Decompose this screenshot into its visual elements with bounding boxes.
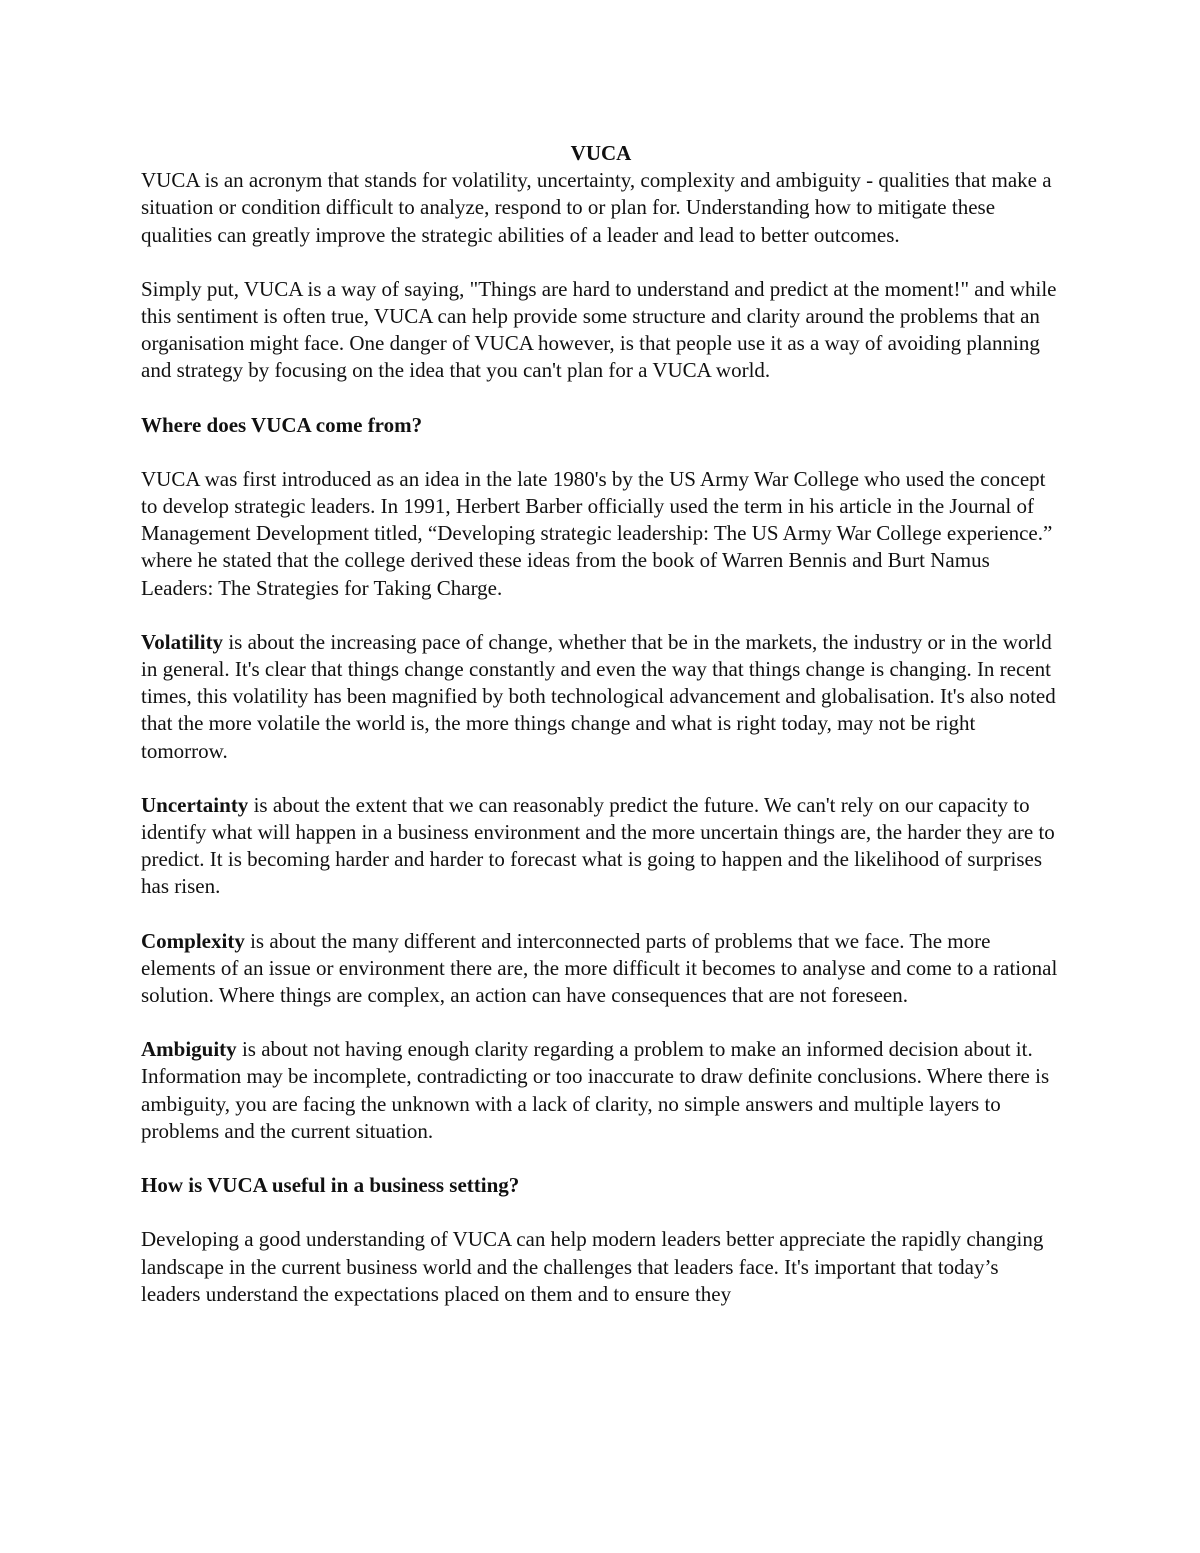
volatility-paragraph xyxy=(141,629,1061,765)
complexity-text: is about the many different and interconnected parts of problems that we face. The more elements of an issue or environment there are, the more difficult it becomes to analyse and come to a rational solution. Where things are complex, an action can have consequences that are not foreseen. xyxy=(141,928,1058,1008)
document-page xyxy=(141,140,1061,1335)
business-heading: How is VUCA useful in a business setting? xyxy=(141,1173,520,1198)
complexity-paragraph xyxy=(141,928,1061,1010)
simply-put-paragraph: Simply put, VUCA is a way of saying, "Things are hard to understand and predict at the moment!" and while this sentiment is often true, VUCA can help provide some structure and clarity around the problems that an organisation might face. One danger of VUCA however, is that people use it as a way of avoiding planning and strategy by focusing on the idea that you can't plan for a VUCA world. xyxy=(141,276,1057,383)
uncertainty-text: is about the extent that we can reasonably predict the future. We can't rely on our capacity to identify what will happen in a business environment and the more uncertain things are, the harder they are to predict. It is becoming harder and harder to forecast what is going to happen and the likelihood of surprises has risen. xyxy=(141,792,1055,899)
origin-heading: Where does VUCA come from? xyxy=(141,412,423,437)
uncertainty-paragraph xyxy=(141,792,1061,901)
origin-paragraph: VUCA was first introduced as an idea in the late 1980's by the US Army War College who used the concept to develop strategic leaders. In 1991, Herbert Barber officially used the term in his article in the Journal of Management Development titled, “Developing strategic leadership: The US Army War College experience.” where he stated that the college derived these ideas from the book of Warren Bennis and Burt Namus Leaders: The Strategies for Taking Charge. xyxy=(141,466,1053,600)
intro-paragraph: VUCA is an acronym that stands for volatility, uncertainty, complexity and ambiguity - qualities that make a situation or condition difficult to analyze, respond to or plan for. Understanding how to mitigate these qualities can greatly improve the strategic abilities of a leader and lead to better outcomes. xyxy=(141,168,1052,247)
ambiguity-text: is about not having enough clarity regarding a problem to make an informed decision about it. Information may be incomplete, contradicting or too inaccurate to draw definite conclusions. Where there is ambiguity, you are facing the unknown with a lack of clarity, no simple answers and multiple layers to problems and the current situation. xyxy=(141,1037,1050,1143)
ambiguity-term: Ambiguity xyxy=(141,1037,237,1062)
document-title: VUCA xyxy=(570,141,632,165)
volatility-text: is about the increasing pace of change, whether that be in the markets, the industry or in the world in general. It's clear that things change constantly and even the way that things change is changing. In recent times, this volatility has been magnified by both technological advancement and globalisation. It's also noted that the more volatile the world is, the more things change and what is right today, may not be right tomorrow. xyxy=(141,629,1056,763)
business-paragraph: Developing a good understanding of VUCA can help modern leaders better appreciate the rapidly changing landscape in the current business world and the challenges that leaders face. It's important that today’s leaders understand the expectations placed on them and to ensure they xyxy=(141,1227,1044,1306)
volatility-term: Volatility xyxy=(141,629,224,654)
ambiguity-paragraph xyxy=(141,1036,1061,1145)
uncertainty-term: Uncertainty xyxy=(141,792,249,817)
complexity-term: Complexity xyxy=(141,928,245,953)
